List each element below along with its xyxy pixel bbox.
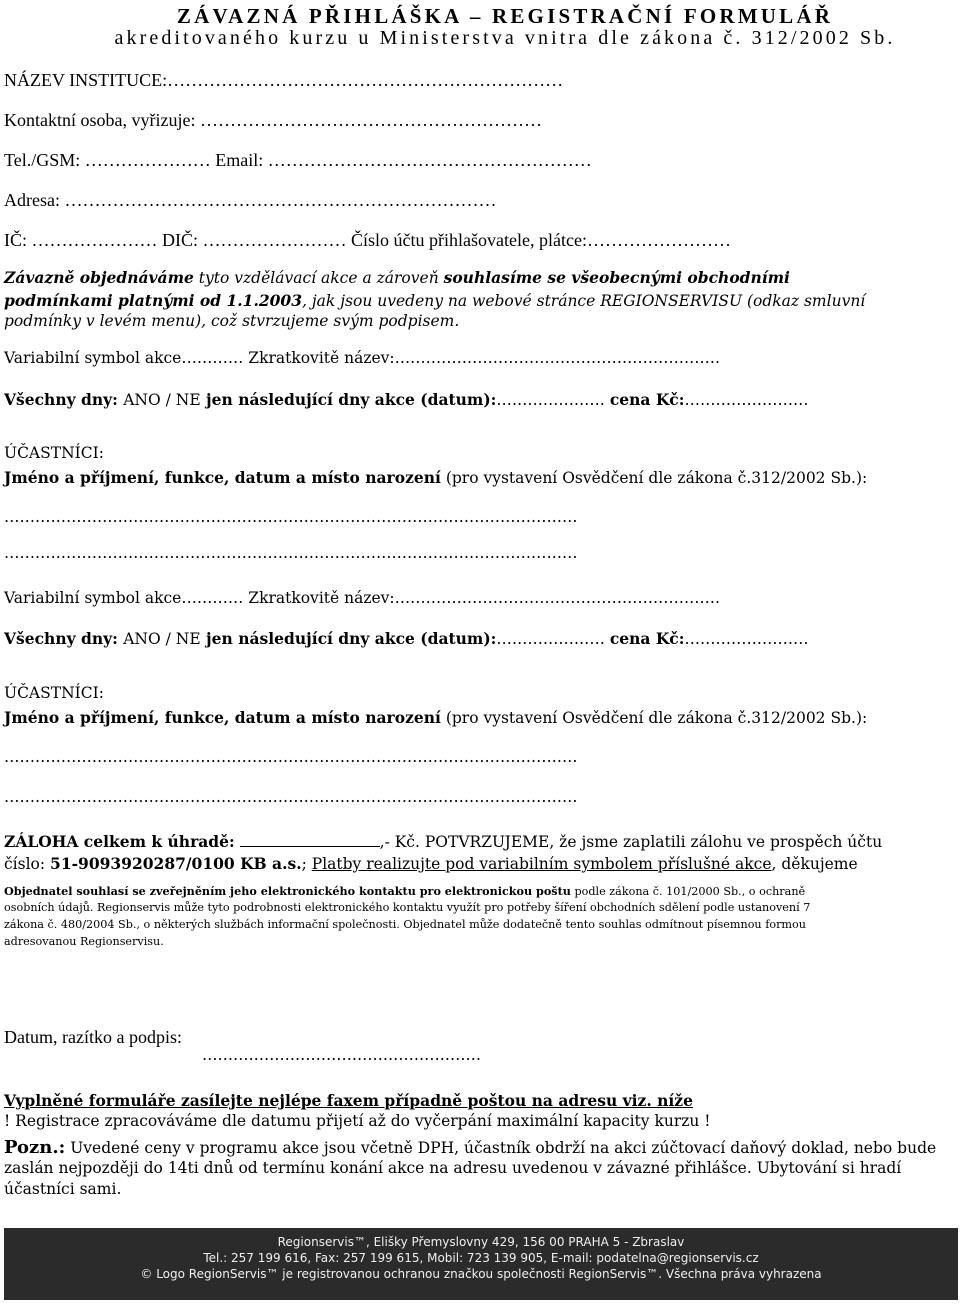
thanks: , děkujeme	[771, 855, 858, 873]
dic-dots: ……………………	[202, 230, 347, 250]
footer-copyright: © Logo RegionServis™ je registrovanou ochranou značkou společnosti RegionServis™. Všechna práva vyhrazena	[140, 1267, 822, 1281]
agreement-order-bold: Závazně objednáváme	[4, 268, 194, 287]
participant-line[interactable]: …………………………………………………………………………………………………	[4, 748, 578, 766]
phone-email-row[interactable]	[4, 150, 592, 171]
participant-line[interactable]: …………………………………………………………………………………………………	[4, 544, 578, 562]
account-number: 51-9093920287/0100	[50, 854, 235, 873]
pozn-line-3: účastníci sami.	[4, 1180, 122, 1198]
contact-person-field[interactable]	[4, 110, 542, 131]
participants-desc-note: (pro vystavení Osvědčení dle zákona č.312/2002 Sb.):	[440, 709, 868, 727]
event-2-vs-row[interactable]	[4, 589, 720, 607]
consent-bold: Objednatel souhlasí se zveřejněním jeho elektronického kontaktu pro elektronickou poštu	[4, 884, 571, 898]
contact-person-dots: …………………………………………………	[199, 110, 542, 130]
ic-dots: …………………	[31, 230, 158, 250]
address-field[interactable]	[4, 190, 496, 211]
email-dots: ………………………………………………	[267, 150, 592, 170]
deposit-confirm: POTVRZUJEME, že jsme zaplatili zálohu ve prospěch účtu	[419, 833, 883, 851]
event-1-days-row[interactable]	[4, 390, 808, 409]
agreement-text-1: tyto vzdělávací akce a zároveň	[193, 269, 444, 287]
price-label: cena Kč:	[609, 629, 685, 648]
participants-desc-bold: Jméno a příjmení, funkce, datum a místo narození	[4, 468, 441, 487]
account-prefix: číslo:	[4, 855, 51, 873]
consent-line-3: zákona č. 480/2004 Sb., o některých službách informační společnosti. Objednatel může dodatečně tento souhlas odmítnout písemnou formou	[4, 918, 806, 931]
footer-address: Regionservis™, Elišky Přemyslovny 429, 156 00 PRAHA 5 - Zbraslav	[277, 1235, 685, 1249]
pozn-line-2: zaslán nejpozději do 14ti dnů od termínu konání akce na adresu uvedenou v závazné přihlášce. Ubytování si hradí	[4, 1159, 902, 1177]
agreement-line-2	[4, 291, 865, 310]
address-label: Adresa:	[4, 190, 60, 210]
deposit-amount-input[interactable]	[240, 832, 380, 847]
pozn-colon: :	[58, 1137, 66, 1158]
participants-heading-2: ÚČASTNÍCI:	[4, 684, 104, 702]
signature-label: Datum, razítko a podpis:	[4, 1027, 182, 1047]
institution-name-field[interactable]	[4, 70, 563, 91]
fax-note: Vyplněné formuláře zasílejte nejlépe faxem případně poštou na adresu viz. níže	[4, 1091, 693, 1110]
phone-dots: …………………	[84, 150, 211, 170]
account-label: Číslo účtu přihlašovatele, plátce:	[351, 230, 587, 250]
vs-label: Variabilní symbol akce	[4, 589, 182, 607]
selected-days-label: jen následující dny akce (datum):	[200, 390, 497, 409]
account-dots: ……………………	[586, 230, 731, 250]
form-title: ZÁVAZNÁ PŘIHLÁŠKA – REGISTRAČNÍ FORMULÁŘ	[176, 4, 834, 28]
participant-line[interactable]: …………………………………………………………………………………………………	[4, 788, 578, 806]
vs-dots: …………	[181, 349, 244, 367]
pozn-line-1	[4, 1137, 936, 1158]
bank-account-row	[4, 854, 858, 873]
price-dots: ……………………	[684, 391, 809, 409]
ic-label: IČ:	[4, 230, 28, 250]
ic-dic-account-row[interactable]	[4, 230, 731, 251]
registration-note: ! Registrace zpracováváme dle datumu přijetí až do vyčerpání maximální kapacity kurzu !	[4, 1112, 711, 1130]
days-dots: …………………	[496, 630, 605, 648]
pozn-label: Pozn.	[4, 1137, 59, 1158]
abbr-name-dots: ………………………………………………………	[394, 589, 721, 607]
agreement-line-1	[4, 268, 790, 287]
contact-person-label: Kontaktní osoba, vyřizuje:	[4, 110, 196, 130]
yes-no-options[interactable]: ANO / NE	[123, 391, 201, 409]
pozn-text-1: Uvedené ceny v programu akce jsou včetně DPH, účastník obdrží na akci zúčtovací daňový doklad, nebo bude	[65, 1139, 937, 1157]
deposit-label: ZÁLOHA celkem k úhradě:	[4, 832, 235, 851]
abbr-name-dots: ………………………………………………………	[394, 349, 721, 367]
vs-label: Variabilní symbol akce	[4, 349, 182, 367]
price-dots: ……………………	[684, 630, 809, 648]
agreement-consent-bold: souhlasíme se všeobecnými obchodními	[443, 268, 790, 287]
form-subtitle: akreditovaného kurzu u Ministerstva vnitra dle zákona č. 312/2002 Sb.	[114, 27, 896, 49]
consent-l1-rest: podle zákona č. 101/2000 Sb., o ochraně	[570, 885, 806, 898]
dic-label: DIČ:	[162, 230, 199, 250]
company-footer	[4, 1228, 958, 1300]
selected-days-label: jen následující dny akce (datum):	[200, 629, 497, 648]
address-dots: ………………………………………………………………	[64, 190, 497, 210]
email-label: Email:	[215, 150, 264, 170]
footer-contacts: Tel.: 257 199 616, Fax: 257 199 615, Mobil: 723 139 905, E-mail: podatelna@regionservis.cz	[203, 1251, 759, 1265]
participants-desc-2	[4, 708, 867, 727]
deposit-row	[4, 832, 882, 851]
abbr-name-label: Zkratkovitě název:	[248, 589, 395, 607]
vs-dots: …………	[181, 589, 244, 607]
participant-line[interactable]: …………………………………………………………………………………………………	[4, 508, 578, 526]
all-days-label: Všechny dny:	[4, 629, 124, 648]
agreement-line-3: podmínky v levém menu), což stvrzujeme svým podpisem.	[4, 312, 460, 330]
participants-desc-note: (pro vystavení Osvědčení dle zákona č.312/2002 Sb.):	[440, 469, 868, 487]
consent-line-2: osobních údajů. Regionservis může tyto podrobnosti elektronického kontaktu využít pro potřeby šíření obchodních sdělení podle ustanovení 7	[4, 901, 811, 914]
consent-line-1	[4, 884, 805, 898]
deposit-currency: ,- Kč.	[379, 833, 420, 851]
separator: ;	[301, 855, 312, 873]
vs-payment-note: Platby realizujte pod variabilním symbolem příslušné akce	[311, 855, 772, 873]
institution-name-label: NÁZEV INSTITUCE:	[4, 70, 168, 90]
event-1-vs-row[interactable]	[4, 349, 720, 367]
participants-heading-1: ÚČASTNÍCI:	[4, 444, 104, 462]
participants-desc-1	[4, 468, 867, 487]
price-label: cena Kč:	[609, 390, 685, 409]
agreement-terms-bold: podmínkami platnými od 1.1.2003	[4, 291, 303, 310]
phone-label: Tel./GSM:	[4, 150, 81, 170]
agreement-text-2: , jak jsou uvedeny na webové stránce REGIONSERVISU (odkaz smluvní	[302, 292, 866, 310]
participants-desc-bold: Jméno a příjmení, funkce, datum a místo narození	[4, 708, 441, 727]
all-days-label: Všechny dny:	[4, 390, 124, 409]
abbr-name-label: Zkratkovitě název:	[248, 349, 395, 367]
event-2-days-row[interactable]	[4, 629, 808, 648]
consent-line-4: adresovanou Regionservisu.	[4, 935, 164, 948]
institution-name-dots: …………………………………………………………	[167, 70, 564, 90]
bank-name: KB a.s.	[234, 854, 302, 873]
days-dots: …………………	[496, 391, 605, 409]
signature-line[interactable]: ………………………………………………	[202, 1046, 481, 1064]
yes-no-options[interactable]: ANO / NE	[123, 630, 201, 648]
